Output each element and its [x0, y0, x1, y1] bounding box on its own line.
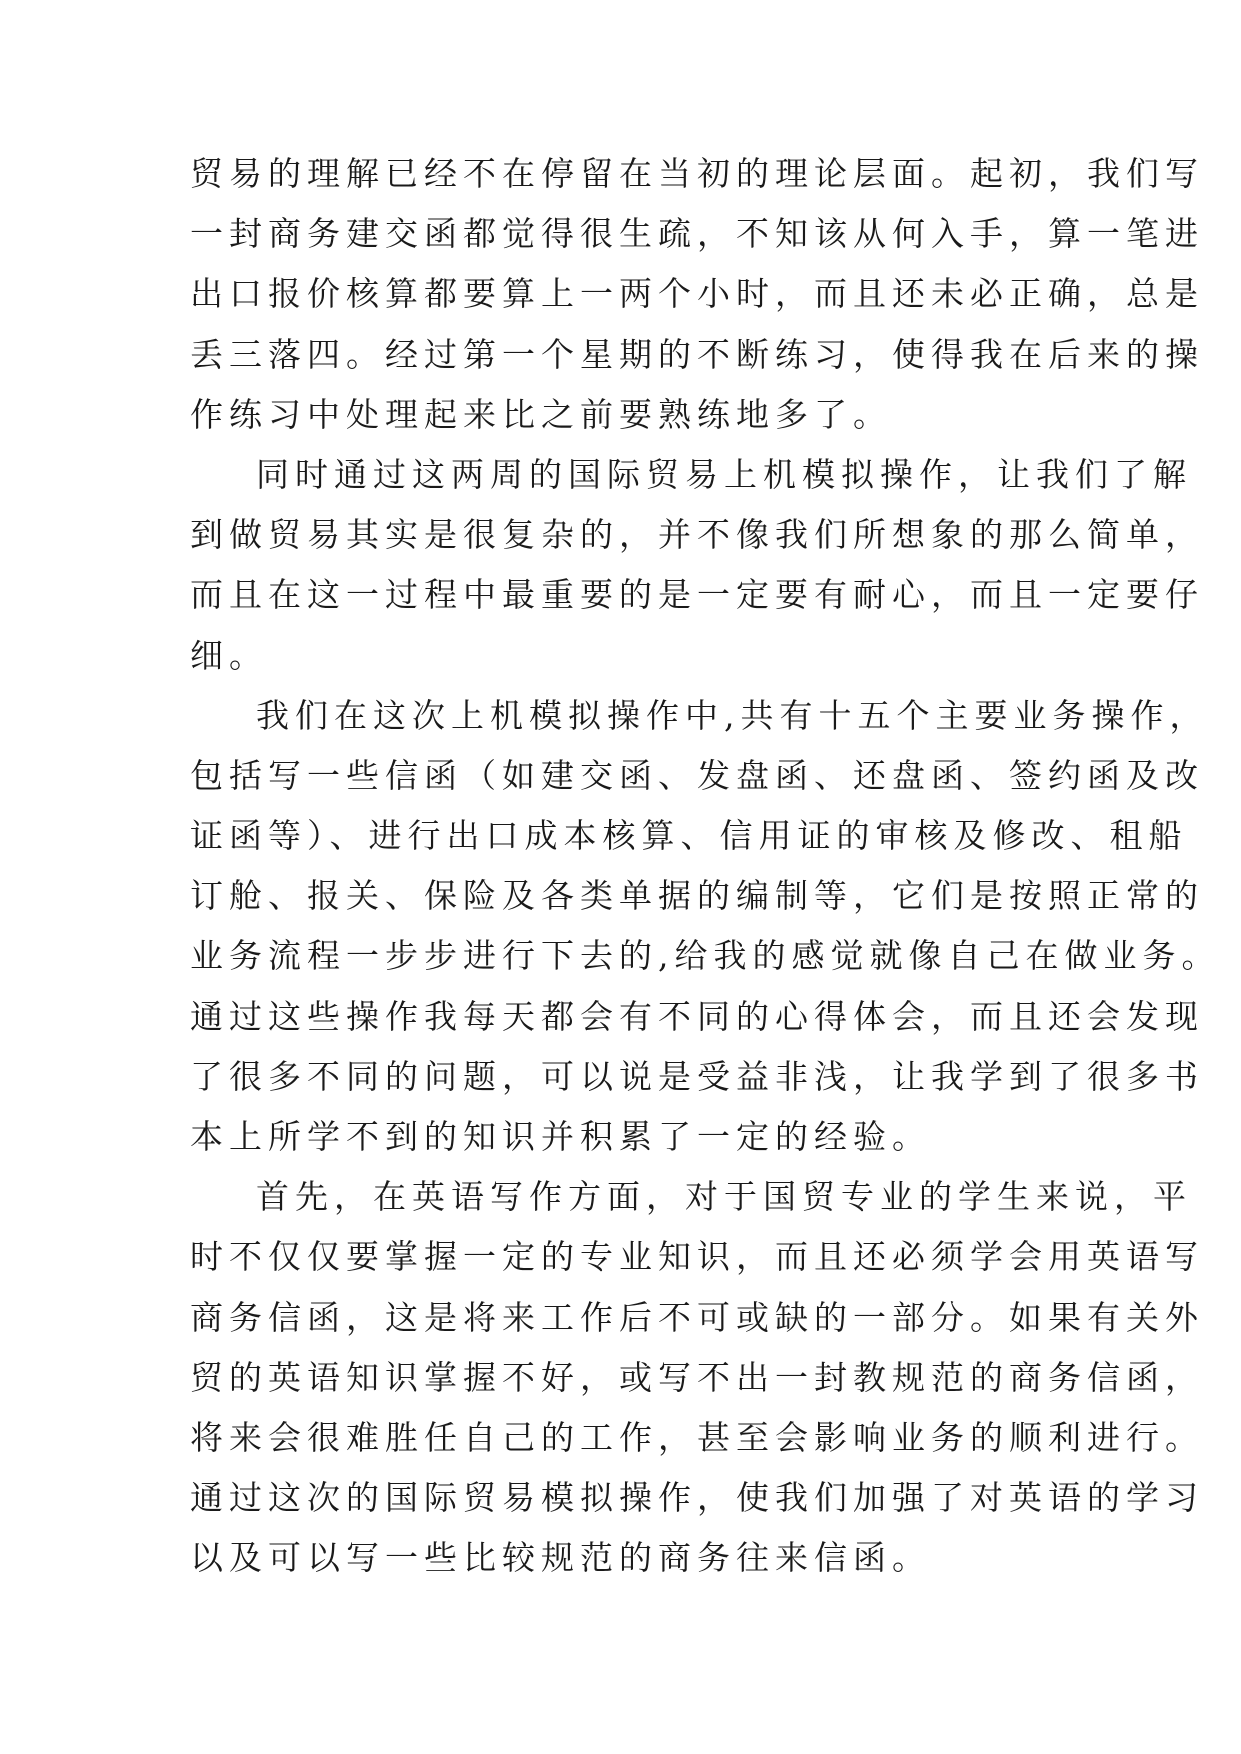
paragraph-start-line: 首先，在英语写作方面，对于国贸专业的学生来说，平: [256, 1177, 1192, 1217]
text-line: 将来会很难胜任自己的工作，甚至会影响业务的顺利进行。: [190, 1417, 1204, 1457]
text-line: 包括写一些信函（如建交函、发盘函、还盘函、签约函及改: [190, 755, 1204, 795]
text-line: 了很多不同的问题，可以说是受益非浅，让我学到了很多书: [190, 1056, 1204, 1096]
text-line: 丢三落四。经过第一个星期的不断练习，使得我在后来的操: [190, 334, 1204, 374]
text-line: 而且在这一过程中最重要的是一定要有耐心，而且一定要仔: [190, 575, 1204, 615]
paragraph-start-line: 同时通过这两周的国际贸易上机模拟操作，让我们了解: [256, 454, 1192, 494]
text-line: 贸的英语知识掌握不好，或写不出一封教规范的商务信函，: [190, 1357, 1204, 1397]
text-line: 一封商务建交函都觉得很生疏，不知该从何入手，算一笔进: [190, 214, 1204, 254]
text-line: 贸易的理解已经不在停留在当初的理论层面。起初，我们写: [190, 154, 1204, 193]
text-line: 订舱、报关、保险及各类单据的编制等，它们是按照正常的: [190, 876, 1204, 916]
text-line: 通过这次的国际贸易模拟操作，使我们加强了对英语的学习: [190, 1478, 1204, 1518]
body-text: [190, 144, 1221, 1589]
text-line: 时不仅仅要掌握一定的专业知识，而且还必须学会用英语写: [190, 1237, 1204, 1277]
text-line: 本上所学不到的知识并积累了一定的经验。: [190, 1117, 931, 1156]
text-line: 到做贸易其实是很复杂的，并不像我们所想象的那么简单，: [190, 515, 1204, 555]
text-line: 以及可以写一些比较规范的商务往来信函。: [190, 1538, 931, 1578]
text-line: 出口报价核算都要算上一两个小时，而且还未必正确，总是: [190, 274, 1204, 314]
text-line: 通过这些操作我每天都会有不同的心得体会，而且还会发现: [190, 996, 1204, 1036]
text-line: 细。: [190, 635, 268, 675]
text-line: 作练习中处理起来比之前要熟练地多了。: [190, 394, 892, 434]
text-line: 证函等）、进行出口成本核算、信用证的审核及修改、租船: [190, 816, 1188, 856]
paragraph-start-line: 我们在这次上机模拟操作中,共有十五个主要业务操作，: [256, 695, 1209, 735]
text-line: 商务信函，这是将来工作后不可或缺的一部分。如果有关外: [190, 1297, 1204, 1337]
text-line: 业务流程一步步进行下去的,给我的感觉就像自己在做业务。: [190, 936, 1221, 976]
